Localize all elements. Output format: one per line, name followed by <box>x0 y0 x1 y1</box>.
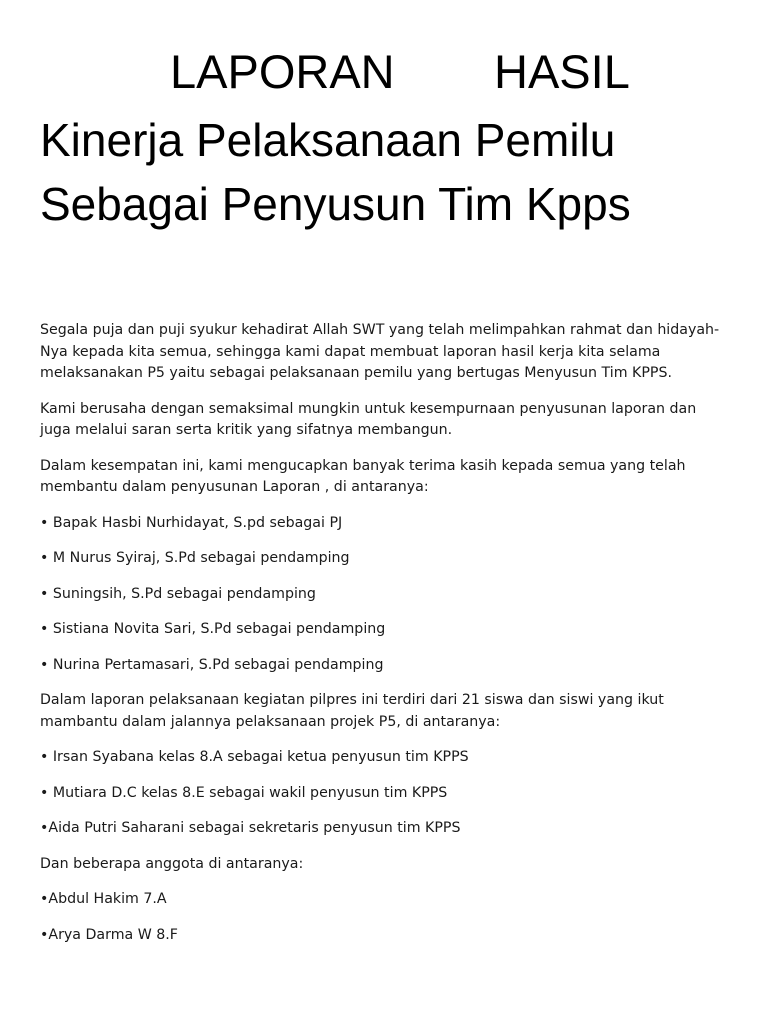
effort-paragraph: Kami berusaha dengan semaksimal mungkin untuk kesempurnaan penyusunan laporan dan juga melalui saran serta kritik yang sifatnya membangun. <box>40 400 697 438</box>
member-list-item: •Abdul Hakim 7.A <box>40 891 167 907</box>
document-body <box>40 320 730 960</box>
member-list-item: •Arya Darma W 8.F <box>40 926 178 943</box>
officer-list-item: • Mutiara D.C kelas 8.E sebagai wakil penyusun tim KPPS <box>40 784 448 801</box>
mentor-list-item: • M Nurus Syiraj, S.Pd sebagai pendamping <box>40 550 350 566</box>
intro-paragraph: Segala puja dan puji syukur kehadirat Allah SWT yang telah melimpahkan rahmat dan hidayah-Nya kepada kita semua, sehingga kami dapat membuat laporan hasil kerja kita selama melaksanakan P5 yaitu sebagai pelaksanaan pemilu yang bertugas Menyusun Tim KPPS. <box>40 322 720 381</box>
title-word-laporan: LAPORAN <box>170 45 395 98</box>
title-line-2: Kinerja Pelaksanaan Pemilu <box>40 114 616 166</box>
mentor-list-item: • Suningsih, S.Pd sebagai pendamping <box>40 585 316 602</box>
title-line-3: Sebagai Penyusun Tim Kpps <box>40 178 631 230</box>
thanks-paragraph: Dalam kesempatan ini, kami mengucapkan banyak terima kasih kepada semua yang telah membantu dalam penyusunan Laporan , di antaranya: <box>40 457 686 495</box>
title-word-hasil: HASIL <box>494 45 630 98</box>
document-title <box>40 40 740 236</box>
title-line-1 <box>40 40 740 100</box>
members-intro-paragraph: Dan beberapa anggota di antaranya: <box>40 855 304 872</box>
officer-list-item: • Irsan Syabana kelas 8.A sebagai ketua penyusun tim KPPS <box>40 749 469 765</box>
mentor-list-item: • Nurina Pertamasari, S.Pd sebagai pendamping <box>40 656 384 673</box>
students-intro-paragraph: Dalam laporan pelaksanaan kegiatan pilpres ini terdiri dari 21 siswa dan siswi yang ikut mambantu dalam jalannya pelaksanaan projek P5, di antaranya: <box>40 692 664 730</box>
mentor-list-item: • Sistiana Novita Sari, S.Pd sebagai pendamping <box>40 621 386 637</box>
mentor-list-item: • Bapak Hasbi Nurhidayat, S.pd sebagai PJ <box>40 514 343 531</box>
officer-list-item: •Aida Putri Saharani sebagai sekretaris penyusun tim KPPS <box>40 820 461 836</box>
